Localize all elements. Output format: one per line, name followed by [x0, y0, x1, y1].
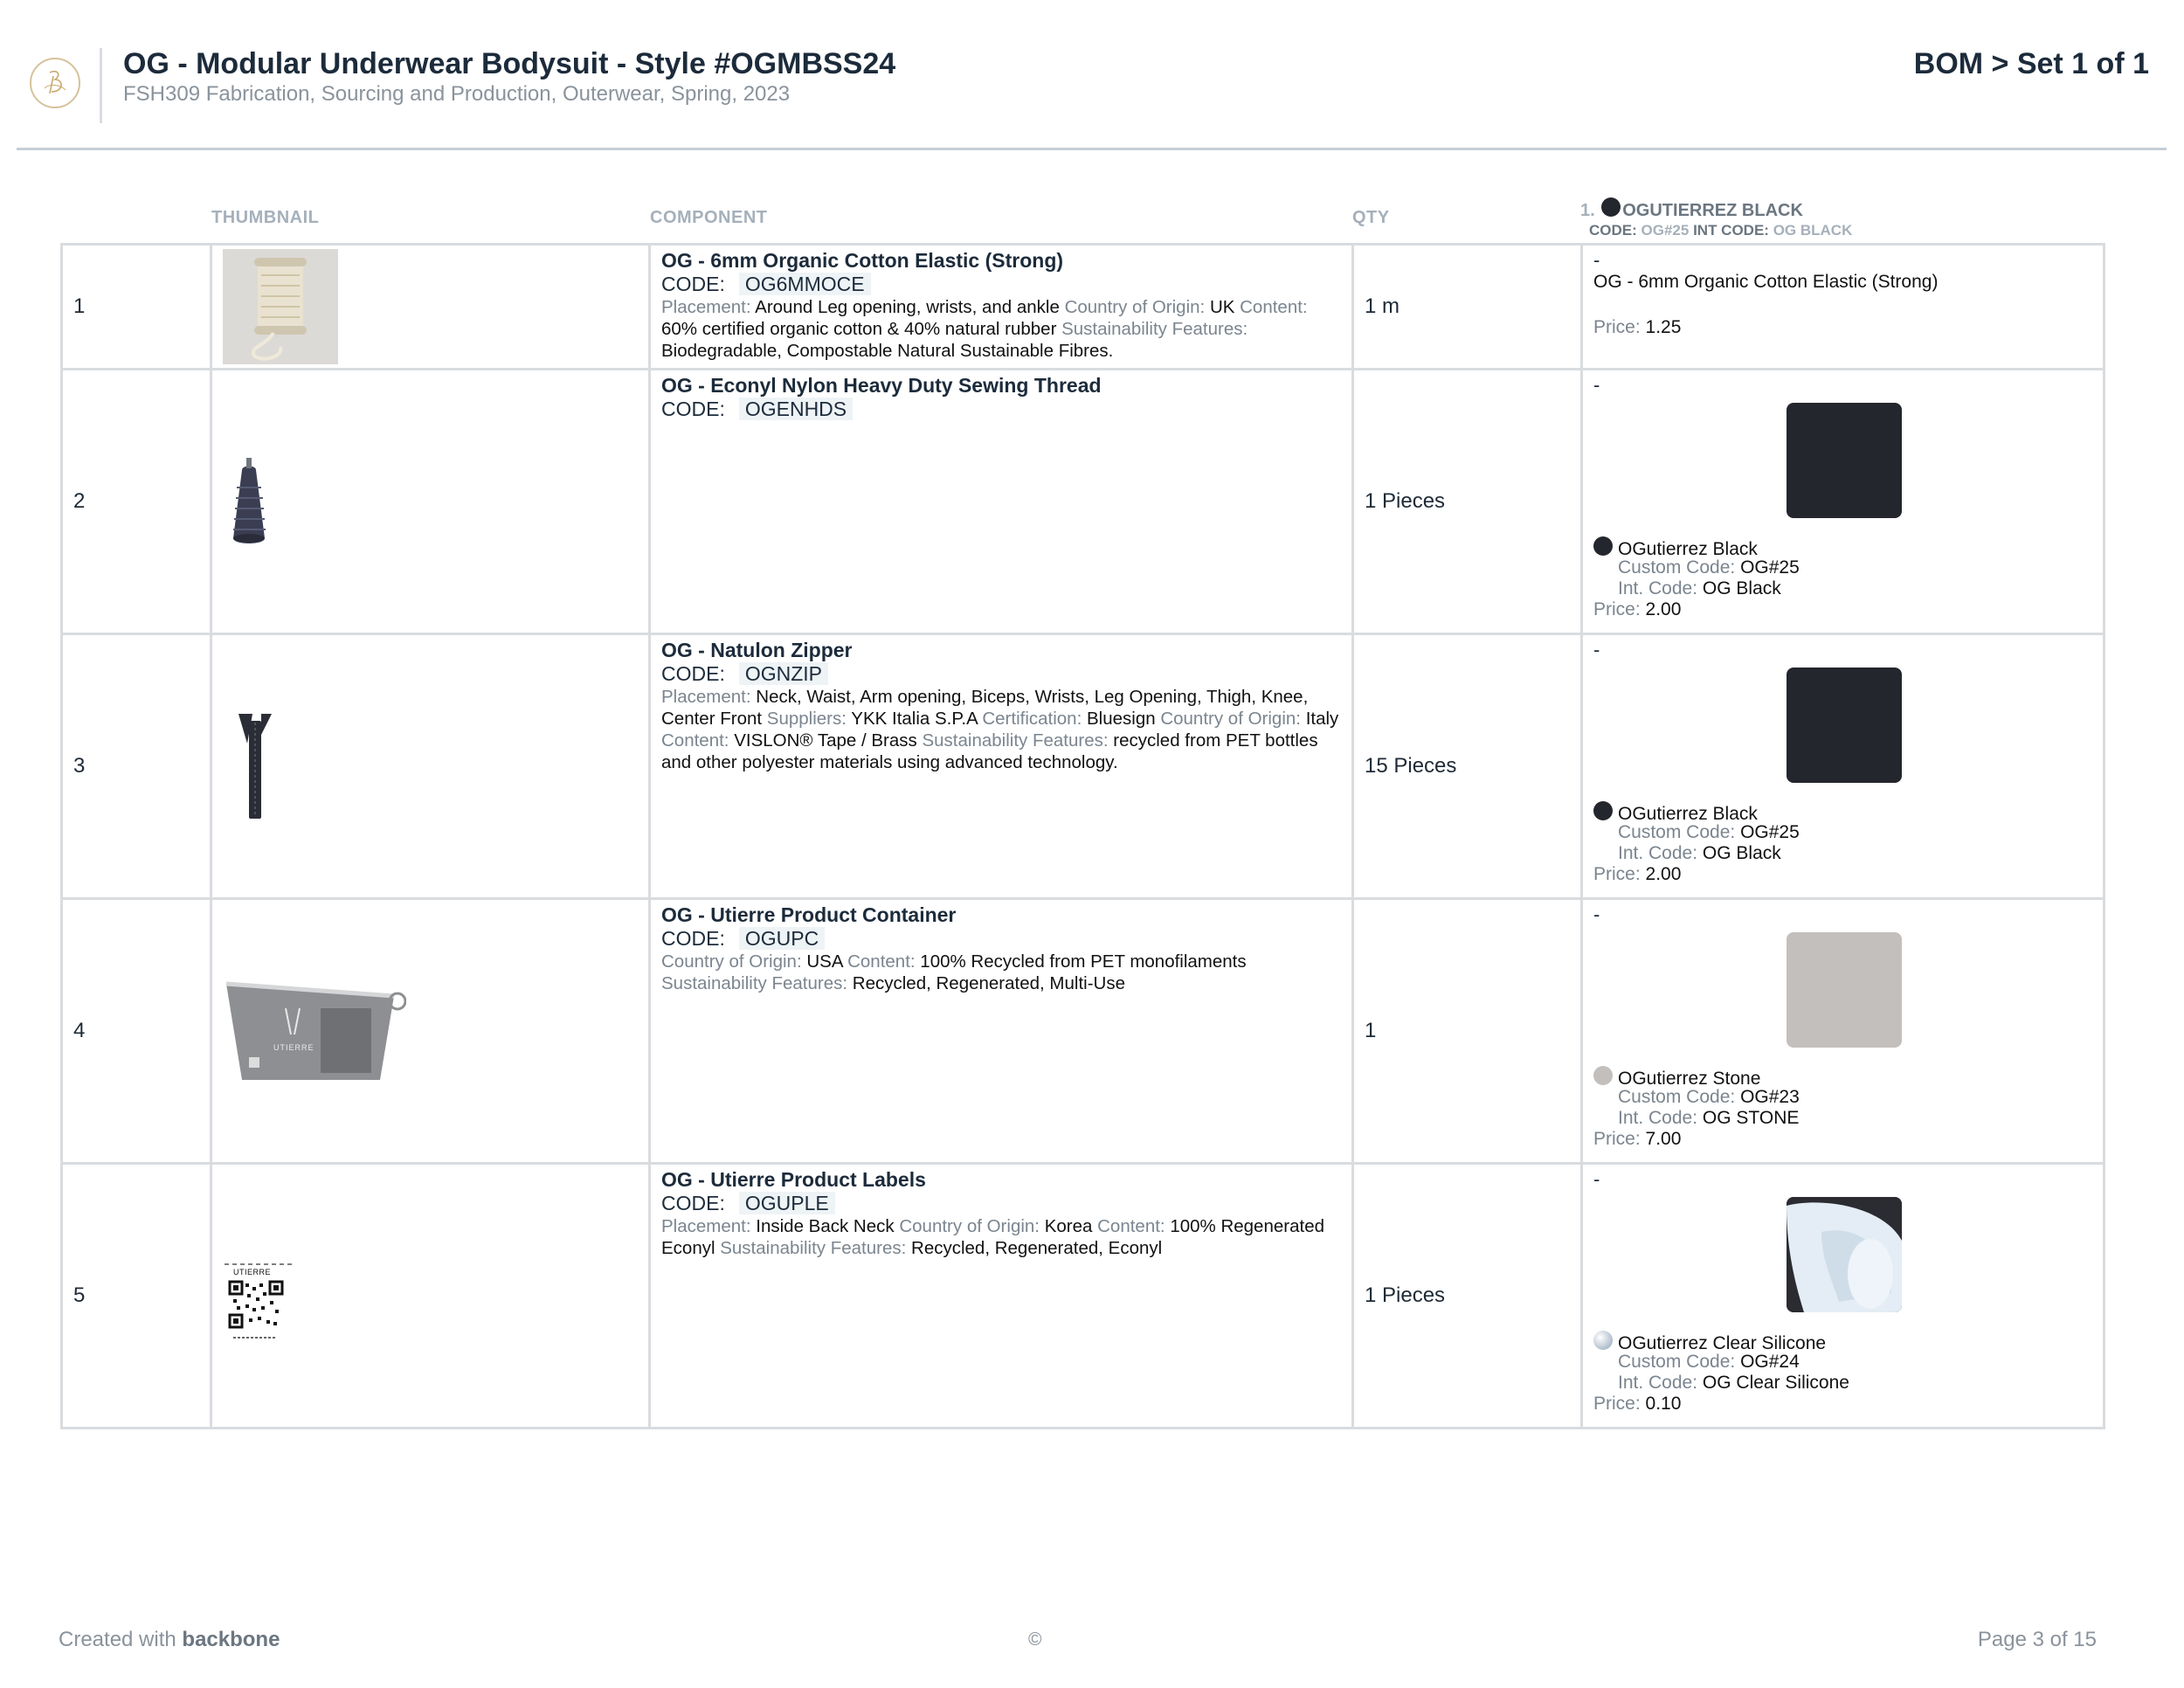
colourway-code-label: CODE: — [1589, 222, 1637, 239]
component-cell — [650, 1164, 1353, 1429]
colourway-dot — [1601, 197, 1621, 217]
int-code: OG Black — [1702, 578, 1781, 598]
component-code[interactable]: OGUPLE — [739, 1192, 835, 1214]
detail-value: VISLON® Tape / Brass — [734, 730, 917, 751]
int-code-label: Int. Code: — [1618, 578, 1698, 598]
detail-label: Certification: — [982, 709, 1082, 729]
colour-cell — [1582, 899, 2105, 1164]
colour-codes — [1618, 1352, 1849, 1394]
detail-value: 100% Recycled from PET monofilaments — [920, 951, 1247, 972]
custom-code: OG#25 — [1740, 822, 1800, 842]
colourway-number: 1. — [1580, 201, 1595, 220]
table-row — [62, 899, 2105, 1164]
column-header-qty: QTY — [1352, 208, 1390, 227]
detail-label: Content: — [1097, 1216, 1165, 1236]
detail-label: Content: — [847, 951, 916, 972]
colour-cell — [1582, 245, 2105, 370]
colourway-int-code: OG BLACK — [1773, 222, 1853, 239]
component-cell — [650, 634, 1353, 899]
component-name: OG - Utierre Product Labels — [661, 1168, 926, 1191]
detail-label: Country of Origin: — [1160, 709, 1301, 729]
elastic-spool-icon[interactable] — [223, 249, 338, 364]
detail-value: Biodegradable, Compostable Natural Sustainable Fibres. — [661, 341, 1114, 361]
footer-page-number: Page 3 of 15 — [1977, 1628, 2097, 1651]
header-rule — [17, 148, 2167, 150]
colour-dot — [1593, 1331, 1613, 1350]
zipper-icon[interactable] — [223, 709, 338, 824]
colour-swatch[interactable] — [1787, 1197, 1902, 1312]
price-value: 0.10 — [1645, 1394, 1682, 1414]
qty-cell: 1 Pieces — [1353, 370, 1582, 634]
column-header-colourway — [1580, 197, 1803, 221]
table-row — [62, 634, 2105, 899]
colour-name-text: OGutierrez Black — [1618, 539, 1758, 559]
detail-label: Suppliers: — [766, 709, 847, 729]
component-details — [661, 1215, 1341, 1259]
detail-value: UK — [1209, 297, 1235, 317]
price-label: Price: — [1593, 864, 1641, 884]
qr-label-icon[interactable] — [223, 1238, 338, 1353]
colourway-name: OGUTIERREZ BLACK — [1622, 201, 1803, 220]
colour-dash: - — [1593, 374, 1600, 396]
colour-name — [1593, 1066, 1760, 1090]
footer-credit — [59, 1628, 280, 1652]
price-label: Price: — [1593, 1129, 1641, 1149]
colour-cell — [1582, 634, 2105, 899]
detail-label: Content: — [661, 730, 729, 751]
row-number: 1 — [62, 245, 211, 370]
detail-value: Korea — [1044, 1216, 1093, 1236]
detail-label: Sustainability Features: — [720, 1238, 907, 1258]
qty-cell: 1 Pieces — [1353, 1164, 1582, 1429]
component-code-label: CODE: — [661, 1192, 725, 1214]
component-code[interactable]: OGUPC — [739, 927, 825, 950]
row-number: 5 — [62, 1164, 211, 1429]
colour-dash: - — [1593, 903, 1600, 925]
qty-cell: 1 m — [1353, 245, 1582, 370]
thumbnail-cell — [211, 899, 650, 1164]
detail-label: Country of Origin: — [899, 1216, 1040, 1236]
detail-label: Sustainability Features: — [661, 973, 848, 993]
thumbnail-cell — [211, 370, 650, 634]
thumbnail-cell — [211, 1164, 650, 1429]
detail-value: Inside Back Neck — [756, 1216, 895, 1236]
product-pouch-icon[interactable] — [223, 973, 406, 1089]
custom-code-label: Custom Code: — [1618, 1352, 1736, 1372]
detail-label: Country of Origin: — [1064, 297, 1206, 317]
detail-value: 60% certified organic cotton & 40% natural rubber — [661, 319, 1057, 339]
column-header-component: COMPONENT — [650, 208, 768, 227]
detail-value: YKK Italia S.P.A — [851, 709, 978, 729]
price-label: Price: — [1593, 599, 1641, 619]
colour-dash: - — [1593, 1168, 1600, 1190]
colour-dot — [1593, 801, 1613, 820]
int-code: OG STONE — [1702, 1108, 1800, 1128]
colour-codes — [1618, 1087, 1800, 1129]
detail-value: Neck, Waist, Arm opening, Biceps, Wrists, Leg Opening, Thigh, Knee, Center Front — [661, 687, 1309, 729]
component-details — [661, 296, 1341, 362]
custom-code: OG#23 — [1740, 1087, 1800, 1107]
component-code-line — [661, 273, 1341, 295]
thumbnail-cell — [211, 634, 650, 899]
component-cell — [650, 245, 1353, 370]
row-number: 2 — [62, 370, 211, 634]
component-code[interactable]: OG6MMOCE — [739, 273, 871, 295]
brand-monogram-icon — [30, 58, 80, 108]
price — [1593, 317, 1681, 338]
header-divider — [100, 48, 102, 123]
row-number: 3 — [62, 634, 211, 899]
price-label: Price: — [1593, 1394, 1641, 1414]
component-name: OG - Econyl Nylon Heavy Duty Sewing Thread — [661, 374, 1102, 397]
component-code-line — [661, 398, 1341, 420]
label-brand-text: UTIERRE — [233, 1268, 272, 1276]
price-value: 2.00 — [1645, 864, 1682, 884]
component-details — [661, 686, 1341, 773]
custom-code: OG#24 — [1740, 1352, 1800, 1372]
detail-value: Italy — [1305, 709, 1339, 729]
component-code-label: CODE: — [661, 398, 725, 420]
colour-swatch[interactable] — [1787, 403, 1902, 518]
price — [1593, 864, 1681, 885]
component-code-label: CODE: — [661, 662, 725, 685]
price — [1593, 1394, 1681, 1415]
colour-dash: - — [1593, 249, 1600, 271]
custom-code-label: Custom Code: — [1618, 1087, 1736, 1107]
component-cell — [650, 899, 1353, 1164]
colour-dot — [1593, 1066, 1613, 1085]
detail-label: Placement: — [661, 687, 751, 707]
component-code-line — [661, 662, 1341, 685]
price — [1593, 1129, 1681, 1150]
price — [1593, 599, 1681, 620]
price-label: Price: — [1593, 317, 1641, 337]
row-number: 4 — [62, 899, 211, 1164]
qty-cell: 15 Pieces — [1353, 634, 1582, 899]
component-code-line — [661, 1192, 1341, 1214]
detail-value: recycled from PET bottles and other polyester materials using advanced technology. — [661, 730, 1318, 772]
bom-set-breadcrumb[interactable]: BOM > Set 1 of 1 — [1913, 47, 2149, 80]
custom-code-label: Custom Code: — [1618, 822, 1736, 842]
colour-name-text: OGutierrez Stone — [1618, 1069, 1761, 1089]
detail-value: Recycled, Regenerated, Multi-Use — [852, 973, 1125, 993]
detail-value: 100% Regenerated Econyl — [661, 1216, 1324, 1258]
colour-name — [1593, 801, 1758, 825]
colour-dot — [1593, 536, 1613, 556]
detail-label: Placement: — [661, 297, 751, 317]
colour-dash: - — [1593, 639, 1600, 661]
colour-name-text: OGutierrez Black — [1618, 804, 1758, 824]
colour-swatch[interactable] — [1787, 668, 1902, 783]
custom-code: OG#25 — [1740, 557, 1800, 578]
int-code-label: Int. Code: — [1618, 843, 1698, 863]
thread-cone-icon[interactable] — [223, 444, 338, 559]
price-value: 2.00 — [1645, 599, 1682, 619]
component-name: OG - 6mm Organic Cotton Elastic (Strong) — [661, 249, 1064, 272]
colourway-code: OG#25 — [1641, 222, 1690, 239]
table-row — [62, 1164, 2105, 1429]
detail-label: Sustainability Features: — [1061, 319, 1248, 339]
colourway-codes — [1589, 222, 1852, 239]
custom-code-label: Custom Code: — [1618, 557, 1736, 578]
colourway-int-code-label: INT CODE: — [1693, 222, 1769, 239]
component-name: OG - Utierre Product Container — [661, 903, 957, 926]
component-name: OG - Natulon Zipper — [661, 639, 853, 661]
component-details — [661, 951, 1341, 994]
detail-label: Sustainability Features: — [922, 730, 1109, 751]
footer-credit-prefix: Created with — [59, 1628, 176, 1651]
colour-material-name: OG - 6mm Organic Cotton Elastic (Strong) — [1593, 272, 1939, 292]
price-value: 7.00 — [1645, 1129, 1682, 1149]
price-value: 1.25 — [1645, 317, 1682, 337]
colour-swatch[interactable] — [1787, 932, 1902, 1048]
table-row — [62, 245, 2105, 370]
pouch-brand-text: UTIERRE — [273, 1043, 314, 1052]
colour-codes — [1618, 822, 1800, 864]
table-row — [62, 370, 2105, 634]
component-code[interactable]: OGENHDS — [739, 398, 853, 420]
colour-codes — [1618, 557, 1800, 599]
component-code-label: CODE: — [661, 273, 725, 295]
colour-name — [1593, 1331, 1826, 1354]
component-code-line — [661, 927, 1341, 950]
detail-label: Placement: — [661, 1216, 751, 1236]
component-cell — [650, 370, 1353, 634]
qty-cell: 1 — [1353, 899, 1582, 1164]
page-title: OG - Modular Underwear Bodysuit - Style #OGMBSS24 — [123, 47, 896, 80]
int-code: OG Clear Silicone — [1702, 1373, 1849, 1393]
int-code-label: Int. Code: — [1618, 1373, 1698, 1393]
detail-value: USA — [806, 951, 843, 972]
footer-brand-link[interactable]: backbone — [182, 1628, 280, 1651]
int-code-label: Int. Code: — [1618, 1108, 1698, 1128]
page-subtitle: FSH309 Fabrication, Sourcing and Production, Outerwear, Spring, 2023 — [123, 82, 791, 106]
detail-value: Recycled, Regenerated, Econyl — [911, 1238, 1163, 1258]
bom-table — [60, 243, 2105, 1429]
int-code: OG Black — [1702, 843, 1781, 863]
colour-name — [1593, 536, 1758, 560]
colour-cell — [1582, 1164, 2105, 1429]
component-code-label: CODE: — [661, 927, 725, 950]
detail-label: Country of Origin: — [661, 951, 802, 972]
detail-value: Around Leg opening, wrists, and ankle — [755, 297, 1060, 317]
column-header-thumbnail: THUMBNAIL — [211, 208, 320, 227]
colour-name-text: OGutierrez Clear Silicone — [1618, 1333, 1827, 1353]
thumbnail-cell — [211, 245, 650, 370]
footer-copyright: © — [1028, 1629, 1042, 1650]
component-code[interactable]: OGNZIP — [739, 662, 828, 685]
colour-cell — [1582, 370, 2105, 634]
detail-value: Bluesign — [1086, 709, 1156, 729]
detail-label: Content: — [1240, 297, 1308, 317]
